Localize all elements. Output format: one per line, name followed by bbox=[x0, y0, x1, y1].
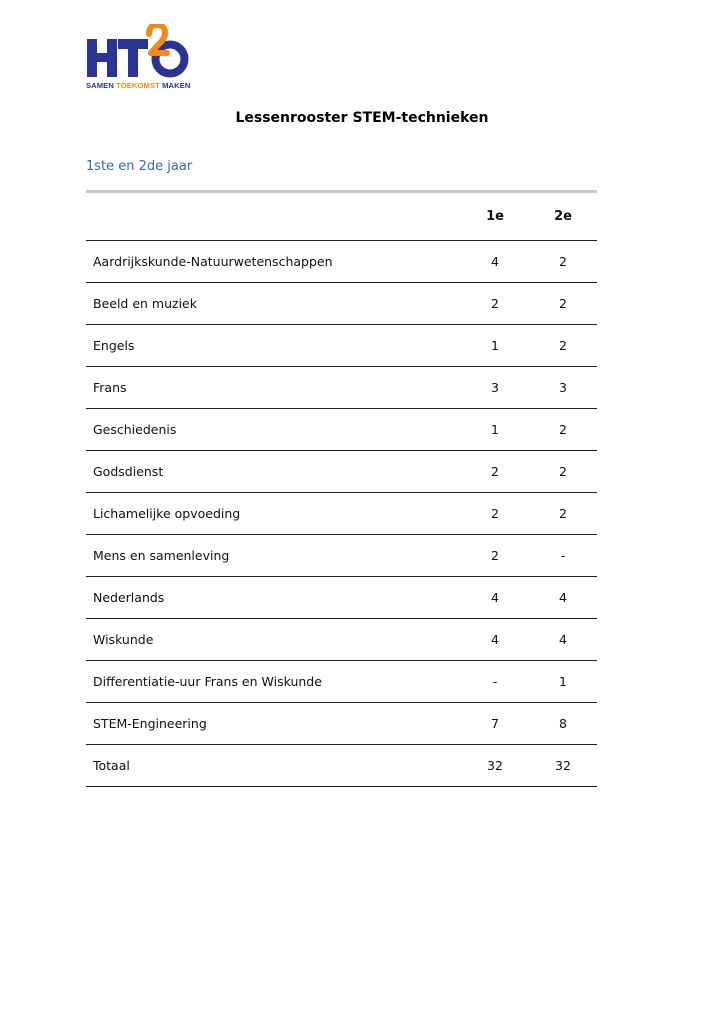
subject-cell: Nederlands bbox=[86, 577, 461, 619]
lesson-schedule-table bbox=[86, 190, 597, 787]
subject-cell: STEM-Engineering bbox=[86, 703, 461, 745]
year-1-hours: 2 bbox=[461, 283, 529, 325]
table-row bbox=[86, 367, 597, 409]
year-1-hours: 4 bbox=[461, 577, 529, 619]
ht2o-logo-mark bbox=[86, 24, 196, 80]
subject-cell: Engels bbox=[86, 325, 461, 367]
table-row bbox=[86, 535, 597, 577]
subject-cell: Differentiatie-uur Frans en Wiskunde bbox=[86, 661, 461, 703]
header-year-1: 1e bbox=[461, 192, 529, 241]
subject-cell: Mens en samenleving bbox=[86, 535, 461, 577]
subject-cell: Geschiedenis bbox=[86, 409, 461, 451]
table-header-row bbox=[86, 192, 597, 241]
header-year-2: 2e bbox=[529, 192, 597, 241]
table-body bbox=[86, 241, 597, 787]
year-1-hours: 4 bbox=[461, 241, 529, 283]
header-subject bbox=[86, 192, 461, 241]
year-1-hours: 7 bbox=[461, 703, 529, 745]
year-2-hours: 2 bbox=[529, 241, 597, 283]
subject-cell: Wiskunde bbox=[86, 619, 461, 661]
subject-cell: Aardrijkskunde-Natuurwetenschappen bbox=[86, 241, 461, 283]
year-1-hours: 2 bbox=[461, 451, 529, 493]
year-1-hours: 32 bbox=[461, 745, 529, 787]
year-2-hours: 8 bbox=[529, 703, 597, 745]
section-title: 1ste en 2de jaar bbox=[86, 159, 193, 174]
year-1-hours: 3 bbox=[461, 367, 529, 409]
year-2-hours: 1 bbox=[529, 661, 597, 703]
year-2-hours: 32 bbox=[529, 745, 597, 787]
year-2-hours: 4 bbox=[529, 619, 597, 661]
year-2-hours: 2 bbox=[529, 451, 597, 493]
table-row bbox=[86, 619, 597, 661]
table-row bbox=[86, 409, 597, 451]
table-row bbox=[86, 703, 597, 745]
ht2o-logo bbox=[86, 24, 196, 92]
table-row bbox=[86, 283, 597, 325]
year-1-hours: 4 bbox=[461, 619, 529, 661]
subject-cell: Godsdienst bbox=[86, 451, 461, 493]
year-2-hours: 3 bbox=[529, 367, 597, 409]
year-2-hours: 2 bbox=[529, 283, 597, 325]
table-row bbox=[86, 241, 597, 283]
subject-cell: Beeld en muziek bbox=[86, 283, 461, 325]
table-row bbox=[86, 577, 597, 619]
year-2-hours: - bbox=[529, 535, 597, 577]
table-row bbox=[86, 493, 597, 535]
table-row bbox=[86, 661, 597, 703]
year-1-hours: 1 bbox=[461, 409, 529, 451]
logo-tagline: SAMEN TOEKOMST MAKEN bbox=[86, 81, 191, 90]
table-row bbox=[86, 745, 597, 787]
year-2-hours: 2 bbox=[529, 493, 597, 535]
subject-cell: Totaal bbox=[86, 745, 461, 787]
subject-cell: Lichamelijke opvoeding bbox=[86, 493, 461, 535]
year-1-hours: 1 bbox=[461, 325, 529, 367]
subject-cell: Frans bbox=[86, 367, 461, 409]
year-1-hours: 2 bbox=[461, 493, 529, 535]
year-2-hours: 2 bbox=[529, 409, 597, 451]
year-1-hours: - bbox=[461, 661, 529, 703]
document-title: Lessenrooster STEM-technieken bbox=[235, 110, 489, 126]
table-row bbox=[86, 451, 597, 493]
year-1-hours: 2 bbox=[461, 535, 529, 577]
year-2-hours: 4 bbox=[529, 577, 597, 619]
table-row bbox=[86, 325, 597, 367]
year-2-hours: 2 bbox=[529, 325, 597, 367]
